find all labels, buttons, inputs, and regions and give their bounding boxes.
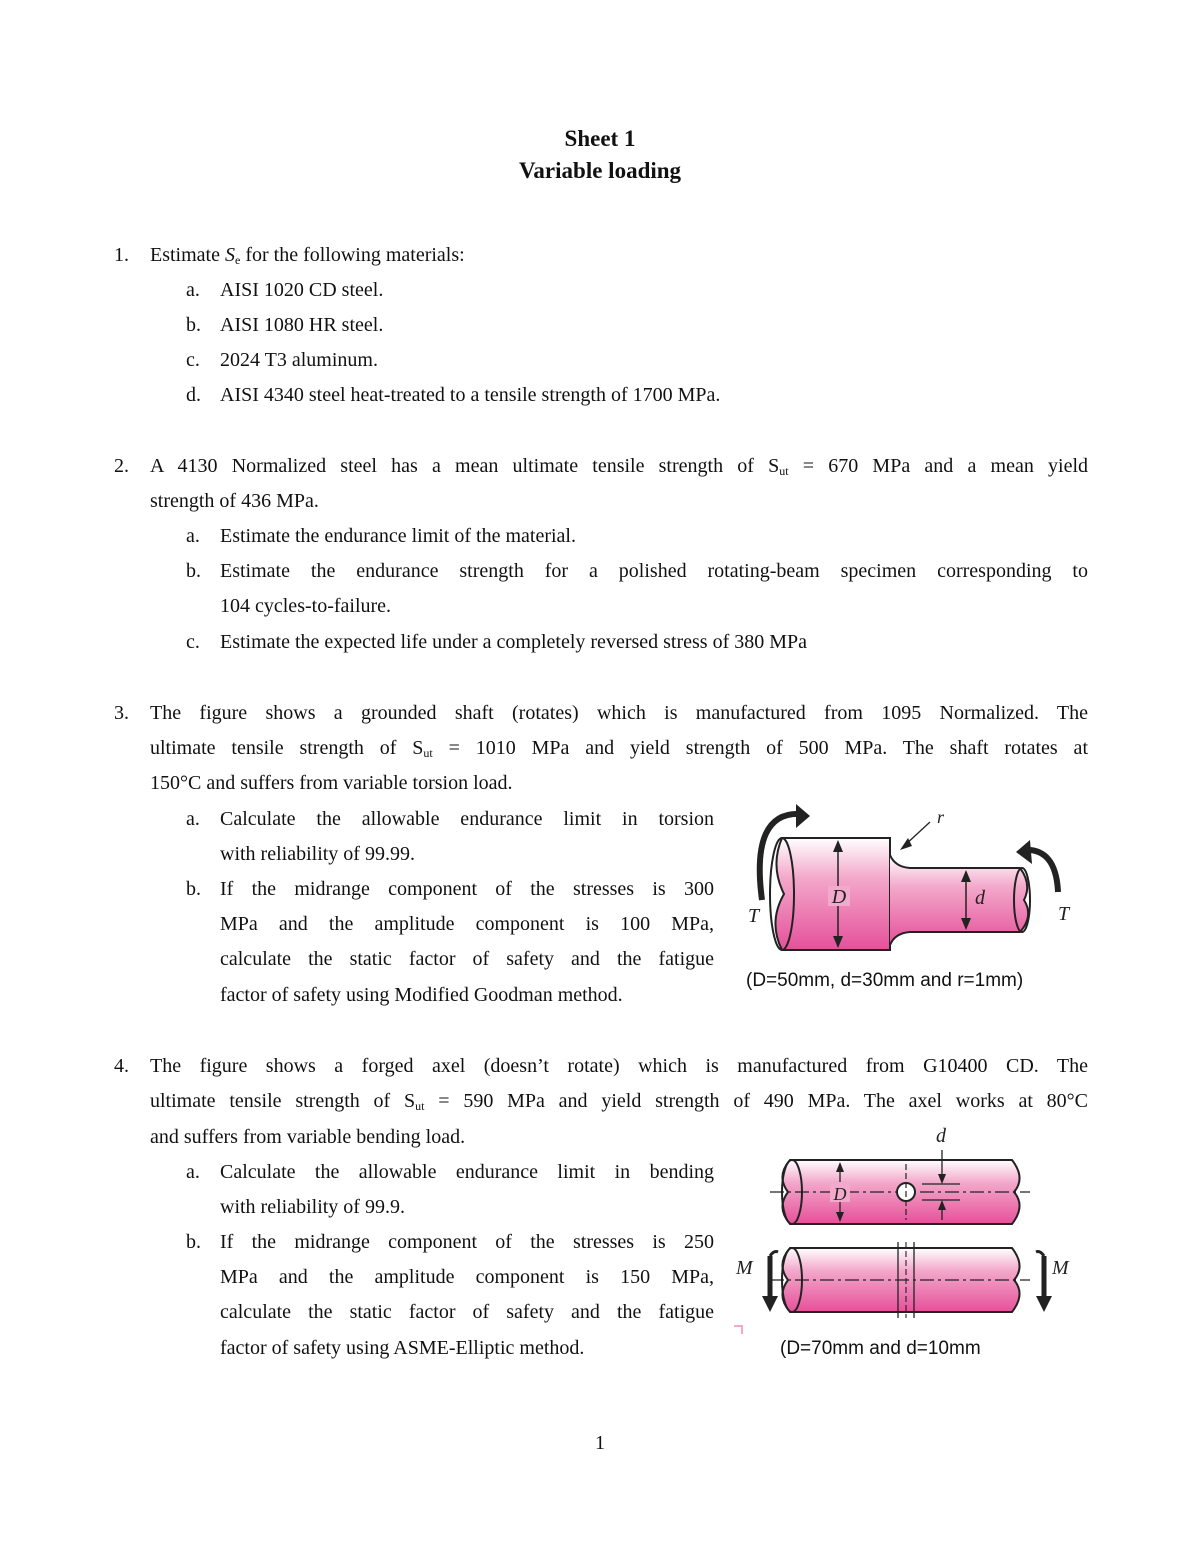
q2-line1: A 4130 Normalized steel has a mean ultimate tensile strength of $S_{ut} = 670$ MPa and a mean yield <box>150 455 1089 478</box>
q1-c-text: 2024 T3 aluminum. <box>220 349 378 371</box>
q2-b-letter: b. <box>186 560 201 582</box>
q3-b-line1: If the midrange component of the stresses is 300 <box>220 878 714 900</box>
torque-T-right: T <box>1058 903 1070 925</box>
q4-b-letter: b. <box>186 1231 201 1253</box>
page-number: 1 <box>595 1432 605 1454</box>
q3-line3: 150°C and suffers from variable torsion load. <box>150 772 513 794</box>
moment-M-left: M <box>736 1257 753 1279</box>
q2-a-text: Estimate the endurance limit of the material. <box>220 525 576 547</box>
q4-b-line1: If the midrange component of the stresses is 250 <box>220 1231 714 1253</box>
q4-line3: and suffers from variable bending load. <box>150 1126 466 1148</box>
stepped-shaft-figure <box>740 800 1080 970</box>
q2-line2: strength of 436 MPa. <box>150 490 319 512</box>
dim-d-label: d <box>975 887 985 909</box>
q4-line2: ultimate tensile strength of $S_{ut} = 590$ MPa and yield strength of 490 MPa. The axel works at 80°C <box>150 1090 1088 1113</box>
q4-b-line2: MPa and the amplitude component is 150 MPa, <box>220 1266 714 1288</box>
q1-d-letter: d. <box>186 384 201 406</box>
sheet-subtitle: Variable loading <box>518 158 682 183</box>
q1-number: 1. <box>114 244 129 266</box>
q2-c-text: Estimate the expected life under a completely reversed stress of 380 MPa <box>220 631 808 653</box>
hole-d-label: d <box>936 1125 946 1147</box>
q4-figure-caption: (D=70mm and d=10mm <box>780 1338 981 1359</box>
q3-b-line4: factor of safety using Modified Goodman method. <box>220 984 623 1006</box>
q3-line2: ultimate tensile strength of $S_{ut} = 1010$ MPa and yield strength of 500 MPa. The shaft rotates at <box>150 737 1088 760</box>
q1-b-letter: b. <box>186 314 201 336</box>
q4-a-line1: Calculate the allowable endurance limit in bending <box>220 1161 714 1183</box>
fillet-r-label: r <box>937 807 945 827</box>
shaft-small-section <box>890 855 1028 945</box>
q3-b-line3: calculate the static factor of safety and the fatigue <box>220 948 714 970</box>
q3-line1: The figure shows a grounded shaft (rotates) which is manufactured from 1095 Normalized. The <box>150 702 1088 724</box>
moment-M-right: M <box>1052 1257 1069 1279</box>
q3-a-letter: a. <box>186 808 200 830</box>
q1-c-letter: c. <box>186 349 200 371</box>
q1-b-text: AISI 1080 HR steel. <box>220 314 384 336</box>
q3-a-line2: with reliability of 99.99. <box>220 843 415 865</box>
dim-D-label: D <box>831 886 847 908</box>
q1-text: Estimate $S_e$ for the following materials: <box>150 244 465 267</box>
torque-T-left: T <box>748 905 760 927</box>
dim-D-label: D <box>833 1184 847 1204</box>
axle-cross-hole-figure <box>730 1120 1080 1340</box>
sheet-title: Sheet 1 <box>564 126 636 151</box>
q1-d-text: AISI 4340 steel heat-treated to a tensile strength of 1700 MPa. <box>220 384 721 406</box>
q4-b-line4: factor of safety using ASME-Elliptic method. <box>220 1337 585 1359</box>
q4-b-line3: calculate the static factor of safety and the fatigue <box>220 1301 714 1323</box>
q4-number: 4. <box>114 1055 129 1077</box>
q2-b-text: Estimate the endurance strength for a polished rotating-beam specimen corresponding to <box>220 560 1088 582</box>
q1-a-text: AISI 1020 CD steel. <box>220 279 384 301</box>
q3-a-line1: Calculate the allowable endurance limit in torsion <box>220 808 714 830</box>
q4-line1: The figure shows a forged axel (doesn’t rotate) which is manufactured from G10400 CD. The <box>150 1055 1088 1077</box>
q1-a-letter: a. <box>186 279 200 301</box>
q4-a-line2: with reliability of 99.9. <box>220 1196 405 1218</box>
q2-b-text-cont: 104 cycles-to-failure. <box>220 595 392 617</box>
q3-figure-caption: (D=50mm, d=30mm and r=1mm) <box>746 970 1024 991</box>
q3-b-line2: MPa and the amplitude component is 100 MPa, <box>220 913 714 935</box>
q3-b-letter: b. <box>186 878 201 900</box>
q4-a-letter: a. <box>186 1161 200 1183</box>
q2-number: 2. <box>114 455 129 477</box>
q3-number: 3. <box>114 702 129 724</box>
q2-a-letter: a. <box>186 525 200 547</box>
q2-c-letter: c. <box>186 631 200 653</box>
